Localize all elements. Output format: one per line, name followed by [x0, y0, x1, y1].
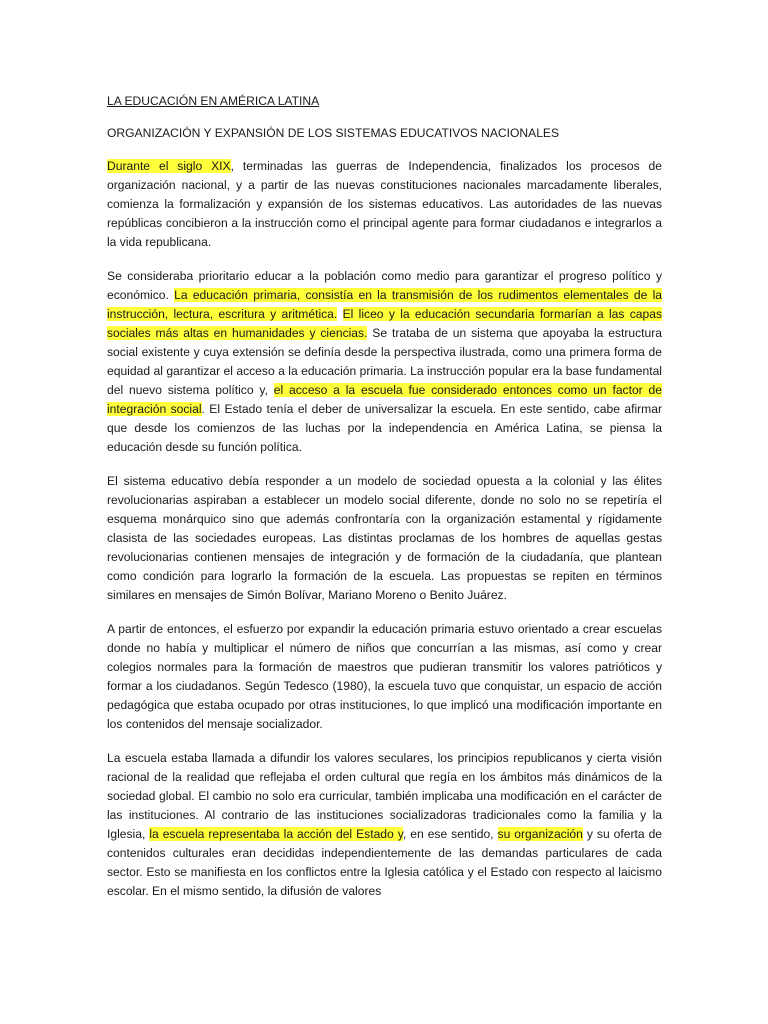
paragraph [107, 267, 662, 457]
paragraph [107, 620, 662, 734]
text-segment: y su oferta de contenidos culturales eran decididas independientemente de las demandas particulares de cada sector. Esto se manifiesta en los conflictos entre la Iglesia católica y el Estado con respecto al laicismo escolar. En el mismo sentido, la difusión de valores [107, 827, 663, 898]
text-segment: . El Estado tenía el deber de universalizar la escuela. En este sentido, cabe afirmar que desde los comienzos de las luchas por la independencia en América Latina, se piensa la educación desde su función política. [107, 402, 662, 454]
text-segment: El sistema educativo debía responder a un modelo de sociedad opuesta a la colonial y las élites revolucionarias aspiraban a establecer un modelo social diferente, donde no solo no se repetiría el esquema monárquico sino que además confrontaría con la organización estamental y rígidamente clasista de las sociedades europeas. Las distintas proclamas de los hombres de aquellas gestas revolucionarias contienen mensajes de integración y de formación de la ciudadanía, que plantean como condición para lograrlo la formación de la escuela. Las propuestas se repiten en términos similares en mensajes de Simón Bolívar, Mariano Moreno o Benito Juárez. [107, 474, 662, 602]
text-segment [337, 307, 342, 321]
text-segment: Se consideraba prioritario educar a la población como medio para garantizar el progreso político y económico. [107, 269, 662, 302]
document-subtitle: ORGANIZACIÓN Y EXPANSIÓN DE LOS SISTEMAS EDUCATIVOS NACIONALES [107, 126, 560, 140]
text-segment: A partir de entonces, el esfuerzo por expandir la educación primaria estuvo orientado a crear escuelas donde no había y multiplicar el número de niños que concurrían a las mismas, así como y crear colegios normales para la formación de maestros que pudieran transmitir los valores patrióticos y formar a los ciudadanos. Según Tedesco (1980), la escuela tuvo que conquistar, un espacio de acción pedagógica que estaba ocupado por otras instituciones, lo que implicó una modificación importante en los contenidos del mensaje socializador. [107, 622, 662, 731]
highlighted-text: la escuela representaba la acción del Estado y [149, 827, 403, 841]
document-title: LA EDUCACIÓN EN AMÉRICA LATINA [107, 94, 320, 108]
paragraph [107, 749, 662, 901]
document-body [107, 157, 662, 901]
document-page [107, 92, 662, 916]
highlighted-text: La educación primaria, consistía en la transmisión de los rudimentos elementales de la instrucción, lectura, escritura y aritmética. [107, 288, 662, 321]
text-segment: Se trataba de un sistema que apoyaba la estructura social existente y cuya extensión se definía desde la perspectiva ilustrada, como una primera forma de equidad al garantizar el acceso a la educación primaria. La instrucción popular era la base fundamental del nuevo sistema político y, [107, 326, 662, 397]
text-segment: , terminadas las guerras de Independencia, finalizados los procesos de organización nacional, y a partir de las nuevas constituciones nacionales marcadamente liberales, comienza la formalización y expansión de los sistemas educativos. Las autoridades de las nuevas repúblicas concibieron a la instrucción como el principal agente para formar ciudadanos e integrarlos a la vida republicana. [107, 159, 662, 249]
text-segment: , en ese sentido, [402, 827, 498, 841]
text-segment: La escuela estaba llamada a difundir los valores seculares, los principios republicanos y cierta visión racional de la realidad que reflejaba el orden cultural que regía en los ámbitos más dinámicos de la sociedad global. El cambio no solo era curricular, también implicaba una modificación en el carácter de las instituciones. Al contrario de las instituciones socializadoras tradicionales como la familia y la Iglesia, [107, 751, 662, 841]
paragraph [107, 157, 662, 252]
paragraph [107, 472, 662, 605]
highlighted-text: El liceo y la educación secundaria formarían a las capas sociales más altas en humanidades y ciencias. [107, 307, 662, 340]
highlighted-text: Durante el siglo XIX [107, 159, 231, 173]
highlighted-text: su organización [497, 827, 583, 841]
highlighted-text: el acceso a la escuela fue considerado entonces como un factor de integración social [107, 383, 662, 416]
